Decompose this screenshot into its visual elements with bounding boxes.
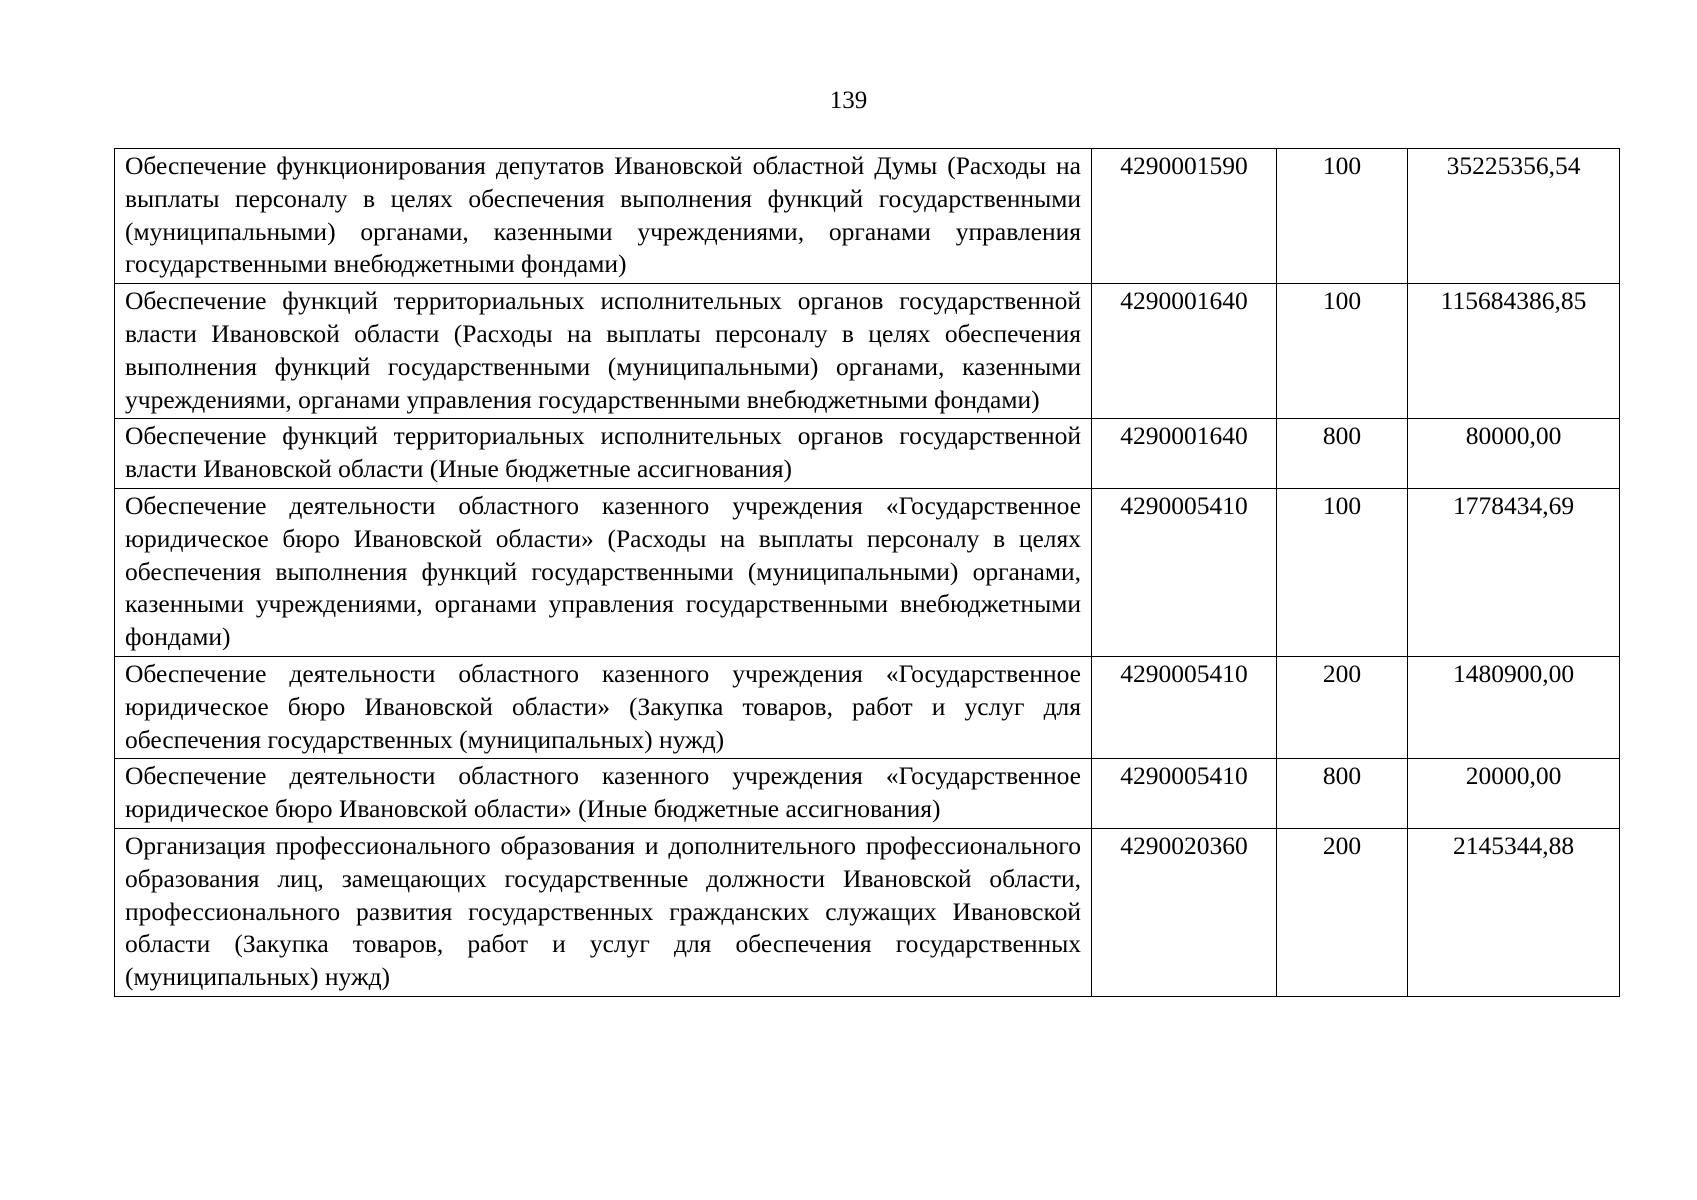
table-row: [115, 828, 1620, 996]
expense-description: Обеспечение функций территориальных исполнительных органов государственной власти Ивановской области (Расходы на выплаты персоналу в целях обеспечения выполнения функций государственными (муниципальными) органами, казенными учреждениями, органами управления государственными внебюджетными фондами): [115, 284, 1092, 419]
table-row: [115, 759, 1620, 829]
expense-type-code: 200: [1277, 828, 1408, 996]
target-article-code: 4290001590: [1092, 149, 1277, 284]
budget-table-body: [115, 149, 1620, 997]
table-row: [115, 656, 1620, 758]
table-row: [115, 488, 1620, 656]
expense-description: Обеспечение функционирования депутатов Ивановской областной Думы (Расходы на выплаты персоналу в целях обеспечения выполнения функций государственными (муниципальными) органами, казенными учреждениями, органами управления государственными внебюджетными фондами): [115, 149, 1092, 284]
target-article-code: 4290001640: [1092, 419, 1277, 489]
budget-table: [114, 148, 1620, 997]
expense-type-code: 800: [1277, 759, 1408, 829]
amount: 1778434,69: [1408, 488, 1620, 656]
expense-description: Обеспечение деятельности областного казенного учреждения «Государственное юридическое бюро Ивановской области» (Расходы на выплаты персоналу в целях обеспечения выполнения функций государственными (муниципальными) органами, казенными учреждениями, органами управления государственными внебюджетными фондами): [115, 488, 1092, 656]
expense-type-code: 800: [1277, 419, 1408, 489]
target-article-code: 4290005410: [1092, 488, 1277, 656]
amount: 35225356,54: [1408, 149, 1620, 284]
amount: 20000,00: [1408, 759, 1620, 829]
expense-description: Обеспечение деятельности областного казенного учреждения «Государственное юридическое бюро Ивановской области» (Закупка товаров, работ и услуг для обеспечения государственных (муниципальных) нужд): [115, 656, 1092, 758]
expense-type-code: 200: [1277, 656, 1408, 758]
expense-type-code: 100: [1277, 488, 1408, 656]
target-article-code: 4290005410: [1092, 759, 1277, 829]
target-article-code: 4290020360: [1092, 828, 1277, 996]
amount: 1480900,00: [1408, 656, 1620, 758]
amount: 2145344,88: [1408, 828, 1620, 996]
target-article-code: 4290005410: [1092, 656, 1277, 758]
expense-type-code: 100: [1277, 284, 1408, 419]
expense-description: Обеспечение функций территориальных исполнительных органов государственной власти Ивановской области (Иные бюджетные ассигнования): [115, 419, 1092, 489]
expense-description: Обеспечение деятельности областного казенного учреждения «Государственное юридическое бюро Ивановской области» (Иные бюджетные ассигнования): [115, 759, 1092, 829]
target-article-code: 4290001640: [1092, 284, 1277, 419]
expense-description: Организация профессионального образования и дополнительного профессионального образования лиц, замещающих государственные должности Ивановской области, профессионального развития государственных гражданских служащих Ивановской области (Закупка товаров, работ и услуг для обеспечения государственных (муниципальных) нужд): [115, 828, 1092, 996]
table-row: [115, 419, 1620, 489]
expense-type-code: 100: [1277, 149, 1408, 284]
table-row: [115, 284, 1620, 419]
page-number: 139: [829, 87, 868, 114]
table-row: [115, 149, 1620, 284]
amount: 80000,00: [1408, 419, 1620, 489]
amount: 115684386,85: [1408, 284, 1620, 419]
